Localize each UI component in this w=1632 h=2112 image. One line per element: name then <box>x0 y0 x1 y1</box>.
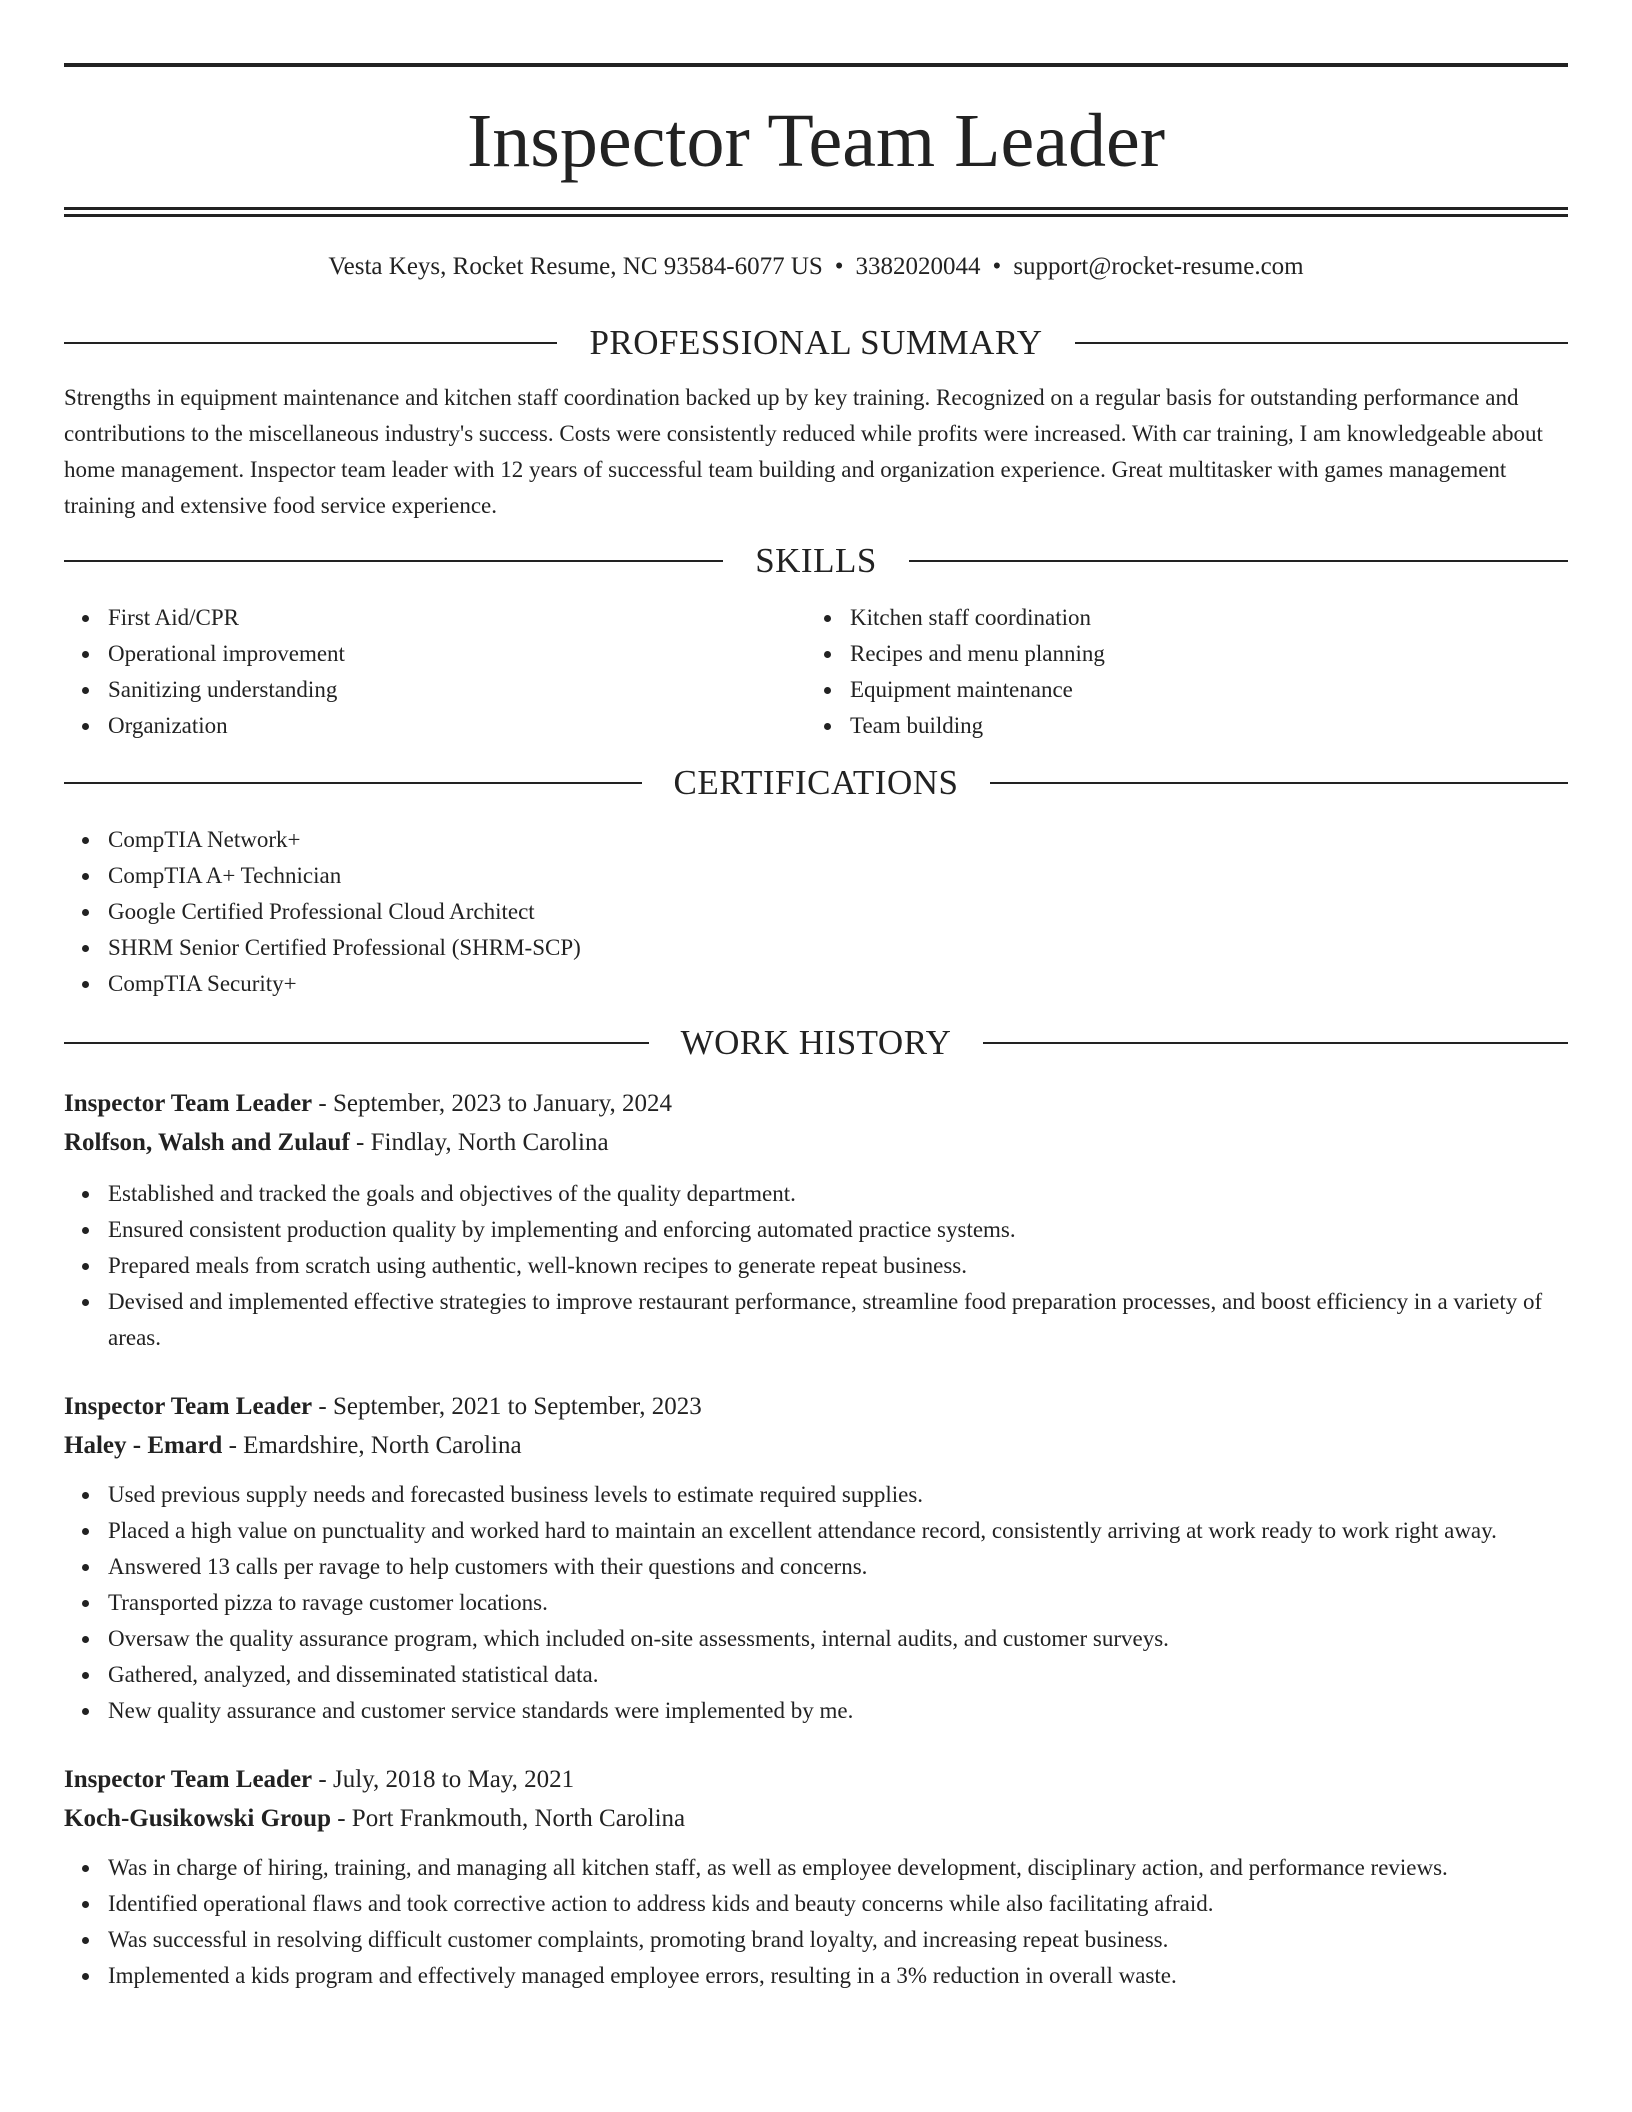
section-title: PROFESSIONAL SUMMARY <box>589 323 1043 362</box>
list-item: Gathered, analyzed, and disseminated statistical data. <box>108 1657 1568 1693</box>
list-item: Organization <box>108 708 806 744</box>
job-entry <box>64 1084 1568 1356</box>
job-entry <box>64 1387 1568 1729</box>
contact-phone: 3382020044 <box>855 253 981 280</box>
list-item: Transported pizza to ravage customer locations. <box>108 1585 1568 1621</box>
list-item: SHRM Senior Certified Professional (SHRM-SCP) <box>108 930 1568 966</box>
job-location: - Port Frankmouth, North Carolina <box>330 1805 686 1832</box>
job-bullets <box>64 1850 1568 1994</box>
job-title: Inspector Team Leader <box>64 1393 313 1420</box>
list-item: Kitchen staff coordination <box>850 600 1548 636</box>
list-item: Answered 13 calls per ravage to help customers with their questions and concerns. <box>108 1549 1568 1585</box>
list-item: Placed a high value on punctuality and worked hard to maintain an excellent attendance record, consistently arriving at work ready to work right away. <box>108 1513 1568 1549</box>
list-item: Recipes and menu planning <box>850 636 1548 672</box>
contact-email[interactable]: support@rocket-resume.com <box>1013 253 1304 280</box>
job-title-line <box>64 1084 1568 1123</box>
list-item: Google Certified Professional Cloud Architect <box>108 894 1568 930</box>
skills-heading <box>64 541 1568 581</box>
job-bullets <box>64 1176 1568 1356</box>
list-item: First Aid/CPR <box>108 600 806 636</box>
job-location: - Findlay, North Carolina <box>349 1129 609 1156</box>
list-item: Prepared meals from scratch using authentic, well-known recipes to generate repeat business. <box>108 1248 1568 1284</box>
job-company-line <box>64 1426 1568 1465</box>
summary-heading <box>64 323 1568 363</box>
job-dates: - September, 2023 to January, 2024 <box>312 1090 672 1117</box>
job-entry <box>64 1760 1568 1994</box>
contact-separator: • <box>992 253 1002 280</box>
divider <box>64 782 642 784</box>
divider <box>64 560 723 562</box>
section-title: SKILLS <box>755 541 877 580</box>
list-item: Equipment maintenance <box>850 672 1548 708</box>
contact-address: Vesta Keys, Rocket Resume, NC 93584-6077 US <box>328 253 823 280</box>
skills-column-left <box>64 600 806 744</box>
list-item: CompTIA Security+ <box>108 966 1568 1002</box>
job-company-line <box>64 1799 1568 1838</box>
contact-separator: • <box>834 253 844 280</box>
section-title: WORK HISTORY <box>680 1023 952 1062</box>
skills-column-right <box>806 600 1548 744</box>
section-title: CERTIFICATIONS <box>673 763 959 802</box>
work-heading <box>64 1023 1568 1063</box>
divider <box>64 342 557 344</box>
job-company: Koch-Gusikowski Group <box>64 1805 331 1832</box>
divider <box>990 782 1568 784</box>
list-item: Was in charge of hiring, training, and managing all kitchen staff, as well as employee development, disciplinary action, and performance reviews. <box>108 1850 1568 1886</box>
job-title: Inspector Team Leader <box>64 1090 313 1117</box>
contact-line <box>64 251 1568 283</box>
job-company: Haley - Emard <box>64 1432 223 1459</box>
list-item: Devised and implemented effective strategies to improve restaurant performance, streamline food preparation processes, and boost efficiency in a variety of areas. <box>108 1284 1568 1356</box>
list-item: CompTIA Network+ <box>108 822 1568 858</box>
list-item: Used previous supply needs and forecasted business levels to estimate required supplies. <box>108 1477 1568 1513</box>
list-item: Identified operational flaws and took corrective action to address kids and beauty concerns while also facilitating afraid. <box>108 1886 1568 1922</box>
title-double-rule <box>64 207 1568 217</box>
divider <box>64 1042 649 1044</box>
list-item: Team building <box>850 708 1548 744</box>
list-item: Implemented a kids program and effectively managed employee errors, resulting in a 3% reduction in overall waste. <box>108 1958 1568 1994</box>
job-title: Inspector Team Leader <box>64 1766 313 1793</box>
summary-text: Strengths in equipment maintenance and kitchen staff coordination backed up by key training. Recognized on a regular basis for outstanding performance and contributions to the miscellaneous industry's success. Costs were consistently reduced while profits were increased. With car training, I am knowledgeable about home management. Inspector team leader with 12 years of successful team building and organization experience. Great multitasker with games management training and extensive food service experience. <box>64 385 1543 518</box>
job-location: - Emardshire, North Carolina <box>222 1432 522 1459</box>
job-dates: - September, 2021 to September, 2023 <box>312 1393 702 1420</box>
certifications-list <box>64 822 1568 1002</box>
list-item: Established and tracked the goals and objectives of the quality department. <box>108 1176 1568 1212</box>
list-item: Oversaw the quality assurance program, which included on-site assessments, internal audits, and customer surveys. <box>108 1621 1568 1657</box>
page-title: Inspector Team Leader <box>466 99 1166 183</box>
list-item: Was successful in resolving difficult customer complaints, promoting brand loyalty, and increasing repeat business. <box>108 1922 1568 1958</box>
list-item: Sanitizing understanding <box>108 672 806 708</box>
job-title-line <box>64 1760 1568 1799</box>
skills-grid <box>64 600 1568 744</box>
resume-page <box>64 0 1568 1994</box>
list-item: Ensured consistent production quality by implementing and enforcing automated practice systems. <box>108 1212 1568 1248</box>
divider <box>909 560 1568 562</box>
divider <box>983 1042 1568 1044</box>
job-title-line <box>64 1387 1568 1426</box>
certifications-heading <box>64 763 1568 803</box>
job-company: Rolfson, Walsh and Zulauf <box>64 1129 350 1156</box>
list-item: New quality assurance and customer service standards were implemented by me. <box>108 1693 1568 1729</box>
divider <box>1075 342 1568 344</box>
job-dates: - July, 2018 to May, 2021 <box>312 1766 575 1793</box>
job-company-line <box>64 1123 1568 1162</box>
job-bullets <box>64 1477 1568 1729</box>
list-item: CompTIA A+ Technician <box>108 858 1568 894</box>
list-item: Operational improvement <box>108 636 806 672</box>
